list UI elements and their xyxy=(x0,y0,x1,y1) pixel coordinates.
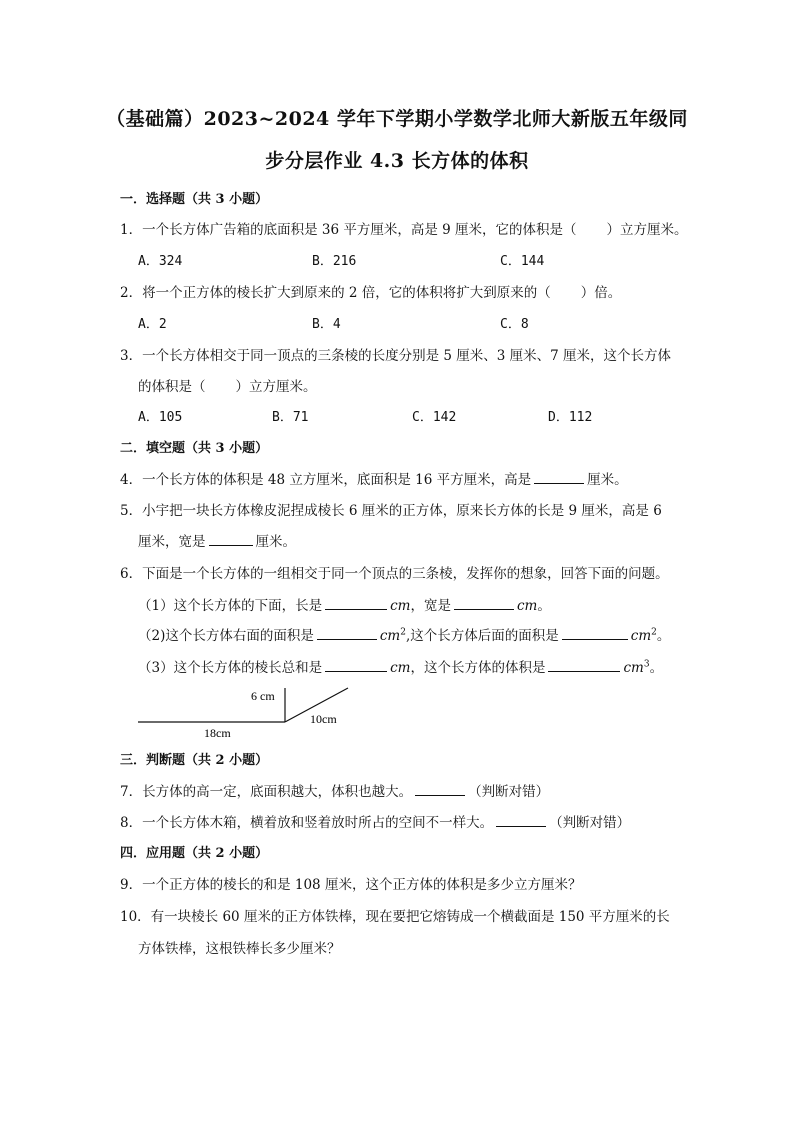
question-3-text: 的体积是（ xyxy=(138,379,206,395)
part1-text: （1）这个长方体的下面，长是 xyxy=(138,598,323,614)
question-6-line1: 6．下面是一个长方体的一组相交于同一个顶点的三条棱，发挥你的想象，回答下面的问题。 xyxy=(120,566,669,582)
answer-blank[interactable] xyxy=(325,597,387,610)
question-7-text-end: （判断对错） xyxy=(468,784,550,800)
part2-text-mid: ,这个长方体后面的面积是 xyxy=(405,628,559,644)
question-9: 9．一个正方体的棱长的和是 108 厘米，这个正方体的体积是多少立方厘米？ xyxy=(120,877,582,893)
answer-blank[interactable] xyxy=(454,597,514,610)
cuboid-edges-figure xyxy=(130,682,370,744)
section-heading-judge: 三．判断题（共 2 小题） xyxy=(120,753,269,768)
unit-cm2: cm xyxy=(630,628,652,644)
document-title-line1: （基础篇）2023~2024 学年下学期小学数学北师大新版五年级同 xyxy=(106,108,688,130)
label-height: 6 cm xyxy=(251,689,275,703)
unit-cm2: cm xyxy=(379,628,401,644)
answer-blank[interactable] xyxy=(209,533,253,546)
question-1 xyxy=(120,218,688,238)
question-6-part1: （1）这个长方体的下面，长是 cm，宽是 cm。 xyxy=(138,598,551,614)
answer-blank[interactable] xyxy=(562,627,628,640)
q1-option-a: A．324 xyxy=(138,254,183,269)
question-10-line2: 方体铁棒，这根铁棒长多少厘米？ xyxy=(138,941,341,957)
question-1-text-end: ）立方厘米。 xyxy=(606,222,688,238)
question-2 xyxy=(120,281,621,301)
question-2-text: 2．将一个正方体的棱长扩大到原来的 2 倍，它的体积将扩大到原来的（ xyxy=(120,285,551,301)
superscript-2: 2 xyxy=(651,627,657,638)
question-4 xyxy=(120,468,628,488)
unit-cm: cm xyxy=(516,598,538,614)
q2-option-c: C．8 xyxy=(500,317,529,332)
question-4-text-end: 厘米。 xyxy=(587,472,628,488)
part2-text: （2)这个长方体右面的面积是 xyxy=(138,628,314,644)
section-heading-choice: 一．选择题（共 3 小题） xyxy=(120,192,269,207)
superscript-2: 2 xyxy=(400,627,406,638)
q1-option-b: B．216 xyxy=(312,254,357,269)
q2-option-a: A．2 xyxy=(138,317,167,332)
answer-blank[interactable] xyxy=(317,627,377,640)
answer-blank[interactable] xyxy=(534,471,584,484)
question-8 xyxy=(120,811,630,831)
answer-blank[interactable] xyxy=(325,659,387,672)
section-heading-fill: 二．填空题（共 3 小题） xyxy=(120,441,269,456)
question-5-line2 xyxy=(138,530,296,550)
answer-blank[interactable] xyxy=(548,659,620,672)
question-7 xyxy=(120,780,549,800)
unit-cm3: cm xyxy=(623,660,644,676)
section-heading-application: 四．应用题（共 2 小题） xyxy=(120,846,269,861)
question-5-text-end: 厘米。 xyxy=(255,534,296,550)
q3-option-d: D．112 xyxy=(548,410,593,425)
question-6-part2: （2)这个长方体右面的面积是 $cm^2$,这个长方体后面的面积是 $cm^2$。 xyxy=(138,627,671,644)
question-10-line1: 10．有一块棱长 60 厘米的正方体铁棒，现在要把它熔铸成一个横截面是 150 平方厘米的长 xyxy=(120,909,670,925)
question-6-part3: （3）这个长方体的棱长总和是 cm，这个长方体的体积是 $cm^3$。 xyxy=(138,659,664,676)
label-width: 10cm xyxy=(310,712,337,726)
question-7-text: 7．长方体的高一定，底面积越大，体积也越大。 xyxy=(120,784,413,800)
question-2-text-end: ）倍。 xyxy=(580,285,622,301)
q3-option-c: C．142 xyxy=(412,410,457,425)
question-4-text: 4．一个长方体的体积是 48 立方厘米，底面积是 16 平方厘米，高是 xyxy=(120,472,532,488)
question-8-text-end: （判断对错） xyxy=(549,815,631,831)
question-3-line2 xyxy=(138,375,317,395)
question-8-text: 8．一个长方体木箱，横着放和竖着放时所占的空间不一样大。 xyxy=(120,815,494,831)
question-5-text: 厘米，宽是 xyxy=(138,534,206,550)
unit-cm: cm xyxy=(390,598,411,614)
part3-text-mid: ，这个长方体的体积是 xyxy=(410,660,546,676)
q3-option-b: B．71 xyxy=(272,410,309,425)
superscript-3: 3 xyxy=(643,659,650,670)
part3-text: （3）这个长方体的棱长总和是 xyxy=(138,660,323,676)
question-1-text: 1．一个长方体广告箱的底面积是 36 平方厘米，高是 9 厘米，它的体积是（ xyxy=(120,222,577,238)
label-length: 18cm xyxy=(204,726,231,740)
q3-option-a: A．105 xyxy=(138,410,183,425)
document-title-line2: 步分层作业 4.3 长方体的体积 xyxy=(265,150,529,172)
question-3-line1: 3．一个长方体相交于同一顶点的三条棱的长度分别是 5 厘米、3 厘米、7 厘米，这个长方体 xyxy=(120,348,672,364)
question-5-line1: 5．小宇把一块长方体橡皮泥捏成棱长 6 厘米的正方体，原来长方体的长是 9 厘米，高是 6 xyxy=(120,503,662,519)
answer-blank[interactable] xyxy=(496,814,546,827)
part1-text-mid: ，宽是 xyxy=(410,598,451,614)
answer-blank[interactable] xyxy=(415,783,465,796)
q2-option-b: B．4 xyxy=(312,317,341,332)
question-3-text-end: ）立方厘米。 xyxy=(235,379,317,395)
unit-cm: cm xyxy=(390,660,411,676)
q1-option-c: C．144 xyxy=(500,254,545,269)
